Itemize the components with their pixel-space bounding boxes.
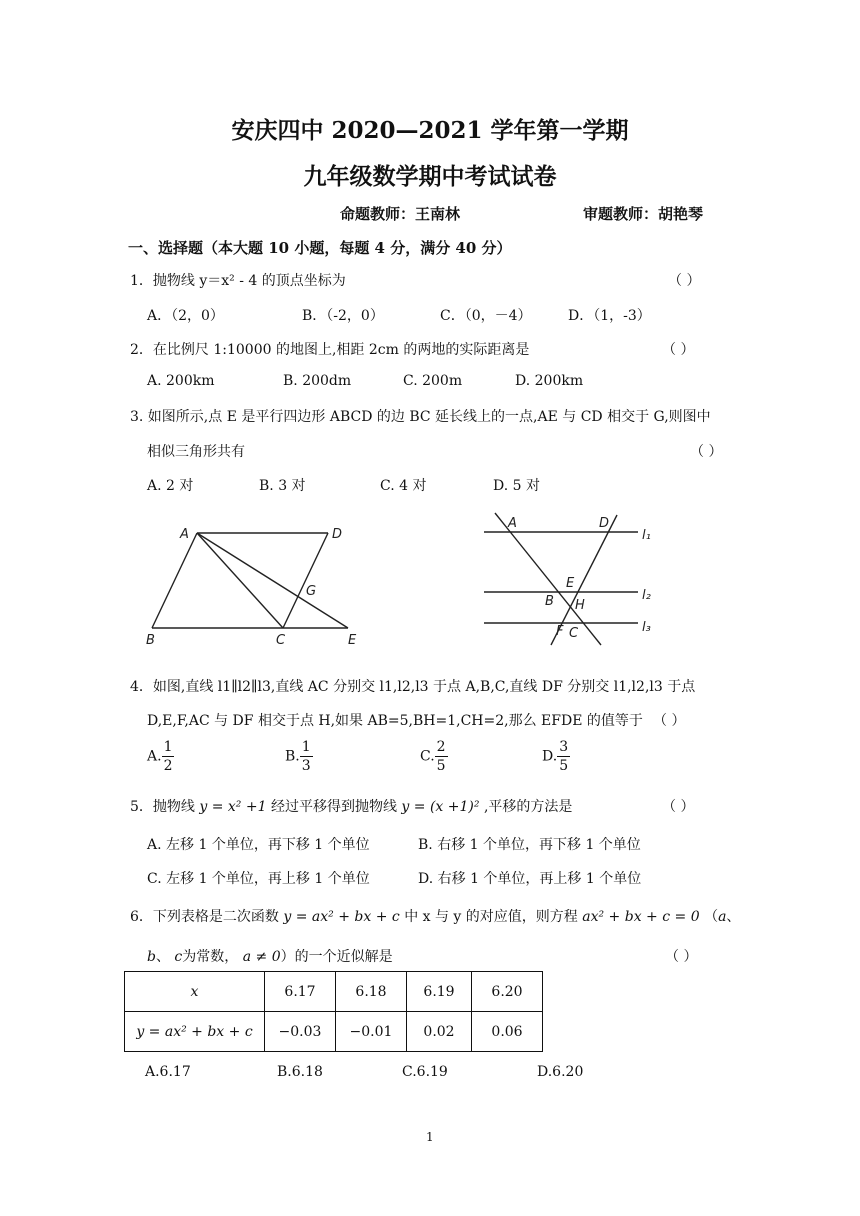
q3-option-b: B. 3 对 [259, 478, 306, 494]
fig2-label-l2: l₂ [642, 588, 651, 603]
fig1-label-c: C [276, 633, 286, 648]
q5-expr-original: y = x² +1 [199, 799, 267, 815]
fig1-label-d: D [332, 527, 343, 542]
q5-option-b: B. 右移 1 个单位，再下移 1 个单位 [418, 837, 641, 853]
q5-stem: 5．抛物线 y = x² +1 经过平移得到抛物线 y = (x +1)² ,平移的方法是 [130, 799, 573, 815]
parallelogram-figure [140, 515, 380, 650]
q1-option-c: C．（0，－4） [440, 308, 532, 324]
fig2-label-a: A [508, 516, 517, 531]
table-cell: 0.06 [472, 1012, 543, 1052]
q1-stem: 1．抛物线 y＝x² - 4 的顶点坐标为 [130, 273, 346, 289]
q5-option-c: C. 左移 1 个单位，再上移 1 个单位 [147, 871, 370, 887]
author-line: 命题教师：王南林 [340, 205, 461, 223]
fig2-label-f: F [556, 624, 564, 639]
fig1-label-b: B [146, 633, 155, 648]
q4-stem-line1: 4．如图,直线 l1∥l2∥l3,直线 AC 分别交 l1,l2,l3 于点 A,B,C,直线 DF 分别交 l1,l2,l3 于点 [130, 679, 696, 695]
table-cell: 6.18 [336, 972, 407, 1012]
q5-bracket: （ ） [662, 799, 695, 815]
q4-option-a: A. $\frac{1}{2}$ [147, 739, 173, 774]
q2-option-a: A. 200km [147, 373, 215, 389]
table-cell: 6.20 [472, 972, 543, 1012]
table-row [125, 1012, 543, 1052]
q6-option-a: A.6.17 [145, 1064, 191, 1080]
exam-subtitle: 九年级数学期中考试试卷 [303, 163, 557, 190]
q3-stem-line1: 3. 如图所示,点 E 是平行四边形 ABCD 的边 BC 延长线上的一点,AE 与 CD 相交于 G,则图中 [130, 409, 711, 425]
fig2-label-h: H [575, 598, 585, 613]
page-number: 1 [426, 1130, 434, 1144]
q4-option-c: C. $\frac{2}{5}$ [420, 739, 446, 774]
q2-stem: 2．在比例尺 1:10000 的地图上,相距 2cm 的两地的实际距离是 [130, 342, 530, 358]
q1-option-d: D．（1，-3） [568, 308, 651, 324]
table-header-x: x [125, 972, 265, 1012]
q3-option-c: C. 4 对 [380, 478, 427, 494]
q6-option-b: B.6.18 [277, 1064, 323, 1080]
q1-option-a: A．（2，0） [147, 308, 224, 324]
q3-option-a: A. 2 对 [147, 478, 194, 494]
q6-option-c: C.6.19 [402, 1064, 448, 1080]
q2-option-b: B. 200dm [283, 373, 352, 389]
fig2-label-e: E [566, 576, 575, 591]
q5-expr-target: y = (x +1)² [401, 799, 480, 815]
q5-option-d: D. 右移 1 个单位，再上移 1 个单位 [418, 871, 642, 887]
q4-option-d: D. $\frac{3}{5}$ [542, 739, 569, 774]
parallel-lines-figure [478, 505, 678, 650]
exam-title: 安庆四中 2020—2021 学年第一学期 [231, 117, 629, 144]
q2-bracket: （ ） [662, 342, 695, 358]
table-cell: 6.19 [407, 972, 472, 1012]
q2-option-c: C. 200m [403, 373, 463, 389]
q1-option-b: B．（-2，0） [302, 308, 384, 324]
q6-expr-function: y = ax² + bx + c [283, 909, 400, 925]
q6-option-d: D.6.20 [537, 1064, 584, 1080]
fig2-label-l1: l₁ [642, 528, 651, 543]
q1-bracket: （ ） [668, 273, 701, 289]
fig2-label-c: C [569, 626, 579, 641]
table-cell: −0.01 [336, 1012, 407, 1052]
q6-value-table [124, 971, 543, 1052]
fig2-label-l3: l₃ [642, 620, 651, 635]
q3-option-d: D. 5 对 [493, 478, 540, 494]
fig1-label-a: A [180, 527, 189, 542]
q5-option-a: A. 左移 1 个单位，再下移 1 个单位 [147, 837, 370, 853]
section-heading: 一、选择题（本大题 10 小题，每题 4 分，满分 40 分） [128, 239, 512, 257]
q6-stem-line2: b、 c为常数， a ≠ 0）的一个近似解是 [147, 949, 393, 965]
table-cell: −0.03 [265, 1012, 336, 1052]
reviewer-line: 审题教师：胡艳琴 [583, 205, 704, 223]
table-row [125, 972, 543, 1012]
fig1-label-e: E [348, 633, 357, 648]
q6-bracket: （ ） [665, 949, 698, 965]
q3-stem-line2: 相似三角形共有 [147, 444, 245, 460]
fig1-label-g: G [306, 584, 317, 599]
q4-option-b: B. $\frac{1}{3}$ [285, 739, 311, 774]
fig2-label-b: B [545, 594, 554, 609]
q6-stem-line1: 6．下列表格是二次函数 y = ax² + bx + c 中 x 与 y 的对应值，则方程 ax² + bx + c = 0 （a、 [130, 909, 741, 925]
q3-bracket: （ ） [690, 444, 723, 460]
table-cell: 0.02 [407, 1012, 472, 1052]
table-cell: 6.17 [265, 972, 336, 1012]
table-header-y: y = ax² + bx + c [125, 1012, 265, 1052]
fig2-label-d: D [599, 516, 610, 531]
q6-expr-equation: ax² + bx + c = 0 [582, 909, 700, 925]
q4-stem-line2: D,E,F,AC 与 DF 相交于点 H,如果 AB=5,BH=1,CH=2,那么 EFDE 的值等于 [147, 713, 643, 729]
q2-option-d: D. 200km [515, 373, 584, 389]
q4-bracket: （ ） [653, 713, 686, 729]
